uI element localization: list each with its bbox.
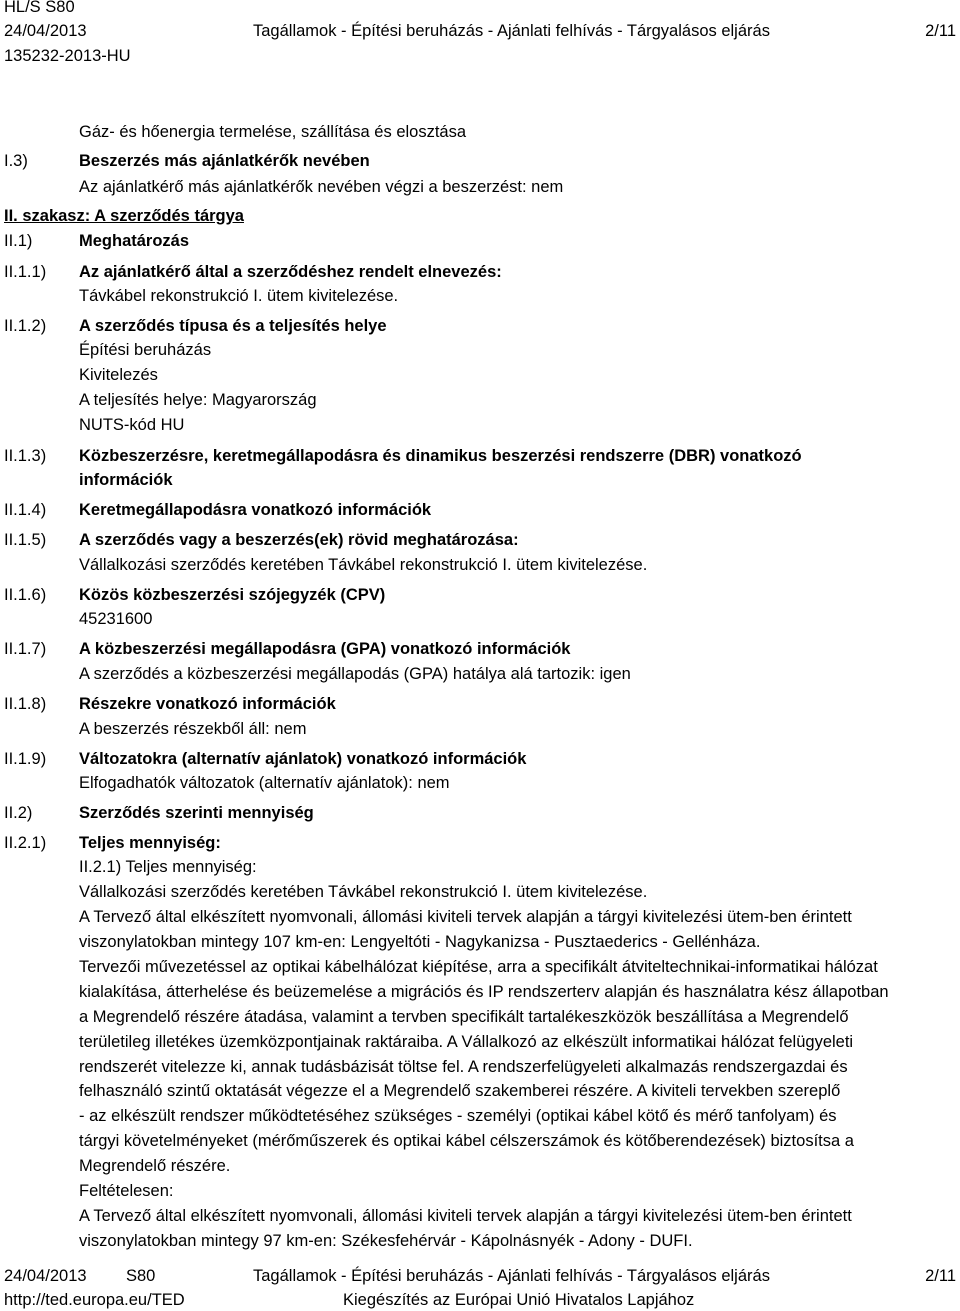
- text-line: II.2.1) Teljes mennyiség:: [79, 858, 257, 876]
- text-line: NUTS-kód HU: [79, 416, 185, 434]
- text-line: Gáz- és hőenergia termelése, szállítása és elosztása: [79, 123, 467, 141]
- section-label: II.1.9): [4, 750, 47, 768]
- section-label: II.1.1): [4, 263, 47, 281]
- footer-url[interactable]: http://ted.europa.eu/TED: [4, 1291, 185, 1309]
- text-line: a Megrendelő részére átadása, valamint a tervben specifikált tartalékeszközök beszállítása a Megrendelő: [79, 1008, 849, 1026]
- text-line: viszonylatokban mintegy 107 km-en: Lengyeltóti - Nagykanizsa - Pusztaederics - Gellénháza.: [79, 933, 761, 951]
- doc-id: 135232-2013-HU: [4, 47, 131, 65]
- heading: Közös közbeszerzési szójegyzék (CPV): [79, 586, 386, 604]
- text-line: A teljesítés helye: Magyarország: [79, 391, 317, 409]
- section-label: II.1.5): [4, 531, 47, 549]
- header-page: 2/11: [925, 22, 956, 40]
- heading: Szerződés szerinti mennyiség: [79, 804, 314, 822]
- heading: Keretmegállapodásra vonatkozó információk: [79, 501, 432, 519]
- section-title: II. szakasz: A szerződés tárgya: [4, 207, 244, 225]
- text-line: Megrendelő részére.: [79, 1157, 231, 1175]
- doc-type: HL/S S80: [4, 0, 75, 16]
- section-label: II.2.1): [4, 834, 47, 852]
- text-line: kialakítása, átterhelése és beüzemelése a migrációs és IP rendszerterv alapján és használatra kész állapotban: [79, 983, 889, 1001]
- text-line: A Tervező által elkészített nyomvonali, állomási kiviteli tervek alapján a tárgyi kivitelezési ütem-ben érintett: [79, 1207, 852, 1225]
- text-line: területileg illetékes üzemközpontjainak raktáraiba. A Vállalkozó az elkészült informatikai hálózat felügyeleti: [79, 1033, 854, 1051]
- header-date: 24/04/2013: [4, 22, 87, 40]
- text-line: viszonylatokban mintegy 97 km-en: Székesfehérvár - Kápolnásnyék - Adony - DUFI.: [79, 1232, 693, 1250]
- text-line: A Tervező által elkészített nyomvonali, állomási kiviteli tervek alapján a tárgyi kivitelezési ütem-ben érintett: [79, 908, 852, 926]
- heading: A közbeszerzési megállapodásra (GPA) vonatkozó információk: [79, 640, 571, 658]
- heading: A szerződés vagy a beszerzés(ek) rövid meghatározása:: [79, 531, 519, 549]
- section-label: I.3): [4, 152, 28, 170]
- text-line: rendszerét vitelezze ki, annak tudásbázisát töltse fel. A rendszerfelügyeleti alkalmazás rendszergazdai és: [79, 1058, 848, 1076]
- heading: Változatokra (alternatív ajánlatok) vonatkozó információk: [79, 750, 527, 768]
- section-label: II.1.4): [4, 501, 47, 519]
- section-label: II.2): [4, 804, 33, 822]
- footer-supplement: Kiegészítés az Európai Unió Hivatalos Lapjához: [343, 1291, 695, 1309]
- text-line: A beszerzés részekből áll: nem: [79, 720, 307, 738]
- text-line: Kivitelezés: [79, 366, 158, 384]
- heading: információk: [79, 471, 173, 489]
- section-label: II.1.8): [4, 695, 47, 713]
- footer-date: 24/04/2013: [4, 1267, 87, 1285]
- text-line: Az ajánlatkérő más ajánlatkérők nevében végzi a beszerzést: nem: [79, 178, 564, 196]
- text-line: Távkábel rekonstrukció I. ütem kivitelezése.: [79, 287, 399, 305]
- text-line: Feltételesen:: [79, 1182, 174, 1200]
- footer-title: Tagállamok - Építési beruházás - Ajánlati felhívás - Tárgyalásos eljárás: [253, 1267, 770, 1285]
- footer-series: S80: [126, 1267, 156, 1285]
- heading: A szerződés típusa és a teljesítés helye: [79, 317, 387, 335]
- section-label: II.1): [4, 232, 33, 250]
- text-line: Elfogadhatók változatok (alternatív ajánlatok): nem: [79, 774, 450, 792]
- section-label: II.1.3): [4, 447, 47, 465]
- footer-page: 2/11: [925, 1267, 956, 1285]
- section-label: II.1.7): [4, 640, 47, 658]
- heading: Meghatározás: [79, 232, 190, 250]
- heading: Közbeszerzésre, keretmegállapodásra és dinamikus beszerzési rendszerre (DBR) vonatkozó: [79, 447, 802, 465]
- text-line: Vállalkozási szerződés keretében Távkábel rekonstrukció I. ütem kivitelezése.: [79, 883, 648, 901]
- heading: Beszerzés más ajánlatkérők nevében: [79, 152, 370, 170]
- text-line: A szerződés a közbeszerzési megállapodás (GPA) hatálya alá tartozik: igen: [79, 665, 631, 683]
- text-line: - az elkészült rendszer működtetéséhez szükséges - személyi (optikai kábel kötő és mérő tanfolyam) és: [79, 1107, 837, 1125]
- text-line: tárgyi követelményeket (mérőműszerek és optikai kábel célszerszámok és kötőberendezések) biztosítsa a: [79, 1132, 854, 1150]
- heading: Az ajánlatkérő által a szerződéshez rendelt elnevezés:: [79, 263, 502, 281]
- text-line: 45231600: [79, 610, 153, 628]
- section-label: II.1.6): [4, 586, 47, 604]
- heading: Teljes mennyiség:: [79, 834, 221, 852]
- section-label: II.1.2): [4, 317, 47, 335]
- header-title: Tagállamok - Építési beruházás - Ajánlati felhívás - Tárgyalásos eljárás: [253, 22, 770, 40]
- text-line: felhasználó szintű oktatását végezze el a Megrendelő szakemberei részére. A kiviteli tervekben szereplő: [79, 1082, 841, 1100]
- text-line: Tervezői művezetéssel az optikai kábelhálózat kiépítése, arra a specifikált átviteltechnikai-informatikai hálózat: [79, 958, 878, 976]
- text-line: Építési beruházás: [79, 341, 212, 359]
- heading: Részekre vonatkozó információk: [79, 695, 336, 713]
- text-line: Vállalkozási szerződés keretében Távkábel rekonstrukció I. ütem kivitelezése.: [79, 556, 648, 574]
